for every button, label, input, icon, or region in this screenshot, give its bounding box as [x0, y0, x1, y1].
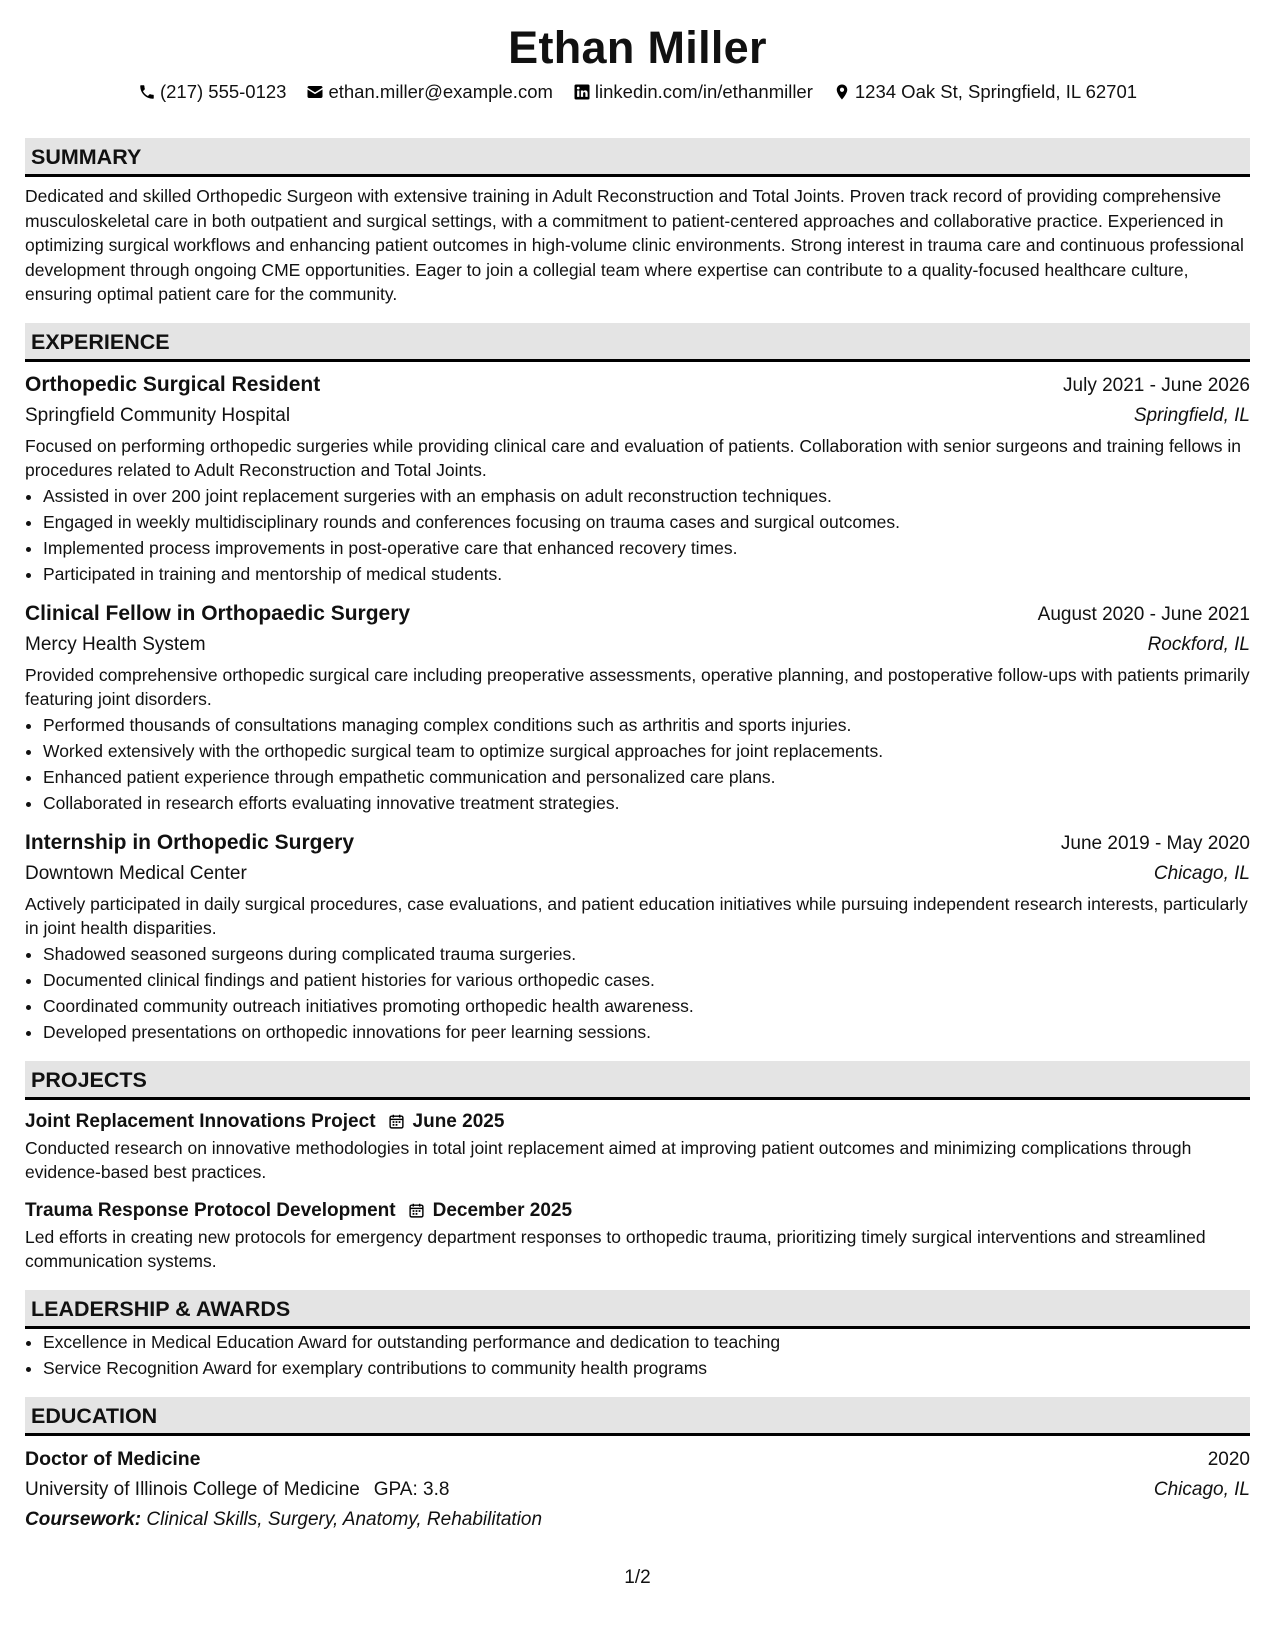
email-text: ethan.miller@example.com: [328, 81, 553, 102]
job-bullets: [25, 941, 1250, 1045]
coursework-list: Clinical Skills, Surgery, Anatomy, Rehabilitation: [146, 1508, 543, 1530]
project-date: [408, 1197, 572, 1225]
job-bullets: [25, 483, 1250, 587]
project-entry: [25, 1197, 1250, 1274]
degree-title: Doctor of Medicine: [25, 1447, 201, 1470]
section-header-experience: EXPERIENCE: [25, 323, 1250, 362]
job-organization: Downtown Medical Center: [25, 862, 247, 884]
section-header-awards: LEADERSHIP & AWARDS: [25, 1290, 1250, 1329]
list-item: • Service Recognition Award for exemplary contributions to community health programs: [43, 1355, 1250, 1381]
contact-address: [833, 81, 1137, 103]
calendar-icon: [388, 1113, 405, 1130]
job-bullets: [25, 712, 1250, 816]
phone-text: (217) 555-0123: [159, 81, 287, 102]
gpa: GPA: 3.8: [373, 1478, 450, 1500]
project-date: [388, 1108, 505, 1136]
list-item: • Enhanced patient experience through empathetic communication and personalized care plans.: [43, 764, 1250, 790]
job-organization: Mercy Health System: [25, 633, 206, 655]
linkedin-text: linkedin.com/in/ethanmiller: [594, 81, 813, 102]
linkedin-icon: [573, 83, 591, 101]
section-header-education: EDUCATION: [25, 1397, 1250, 1436]
contact-bar: [25, 80, 1250, 104]
graduation-year: 2020: [1207, 1448, 1250, 1470]
coursework-line: [25, 1505, 1250, 1535]
section-header-summary: SUMMARY: [25, 138, 1250, 177]
project-title: Trauma Response Protocol Development: [25, 1199, 396, 1221]
section-header-projects: PROJECTS: [25, 1061, 1250, 1100]
job-description: Focused on performing orthopedic surgeries while providing clinical care and evaluation of patients. Collaboration with senior surgeons and training fellows in procedures related to Adult Reconstruction and Total Joints.: [25, 435, 1241, 480]
experience-entry: [25, 828, 1250, 1045]
job-dates: June 2019 - May 2020: [1060, 832, 1250, 854]
project-description: Led efforts in creating new protocols for emergency department responses to orthopedic trauma, prioritizing timely surgical interventions and streamlined communication systems.: [25, 1226, 1206, 1271]
project-title: Joint Replacement Innovations Project: [25, 1110, 376, 1132]
list-item: • Engaged in weekly multidisciplinary rounds and conferences focusing on trauma cases and surgical outcomes.: [43, 509, 1250, 535]
job-title: Internship in Orthopedic Surgery: [25, 830, 355, 854]
summary-text: Dedicated and skilled Orthopedic Surgeon with extensive training in Adult Reconstruction and Total Joints. Proven track record of providing comprehensive musculoskeletal care in both outpatient and surgical settings, with a commitment to patient-centered approaches and collaborative practice. Experienced in optimizing surgical workflows and enhancing patient outcomes in high-volume clinic environments. Strong interest in trauma care and continuous professional development through ongoing CME opportunities. Eager to join a collegial team where expertise can contribute to a quality-focused healthcare culture, ensuring optimal patient care for the community.: [25, 186, 1244, 304]
awards-list: [25, 1329, 1250, 1381]
job-location: Springfield, IL: [1133, 404, 1250, 426]
list-item: • Implemented process improvements in post-operative care that enhanced recovery times.: [43, 535, 1250, 561]
project-date-text: June 2025: [412, 1110, 505, 1132]
project-description: Conducted research on innovative methodologies in total joint replacement aimed at improving patient outcomes and minimizing complications through evidence-based best practices.: [25, 1137, 1192, 1182]
list-item: • Excellence in Medical Education Award for outstanding performance and dedication to teaching: [43, 1329, 1250, 1355]
list-item: • Coordinated community outreach initiatives promoting orthopedic health awareness.: [43, 993, 1250, 1019]
experience-entry: [25, 599, 1250, 816]
job-location: Rockford, IL: [1147, 633, 1250, 655]
job-description: Provided comprehensive orthopedic surgical care including preoperative assessments, operative planning, and postoperative follow-ups with patients primarily featuring joint disorders.: [25, 664, 1250, 709]
education-entry: [25, 1444, 1250, 1535]
contact-email[interactable]: [306, 81, 552, 103]
list-item: • Documented clinical findings and patient histories for various orthopedic cases.: [43, 967, 1250, 993]
contact-linkedin[interactable]: [573, 81, 813, 103]
project-entry: [25, 1108, 1250, 1185]
job-dates: August 2020 - June 2021: [1037, 603, 1250, 625]
phone-icon: [138, 83, 156, 101]
school-line: [25, 1475, 449, 1505]
job-dates: July 2021 - June 2026: [1063, 374, 1250, 396]
list-item: • Shadowed seasoned surgeons during complicated trauma surgeries.: [43, 941, 1250, 967]
job-title: Orthopedic Surgical Resident: [25, 372, 321, 396]
list-item: • Participated in training and mentorship of medical students.: [43, 561, 1250, 587]
address-text: 1234 Oak St, Springfield, IL 62701: [854, 81, 1138, 102]
envelope-icon: [306, 83, 324, 101]
list-item: • Worked extensively with the orthopedic surgical team to optimize surgical approaches for joint replacements.: [43, 738, 1250, 764]
resume-page: [25, 0, 1250, 1535]
candidate-name: Ethan Miller: [508, 22, 767, 73]
map-pin-icon: [833, 83, 851, 101]
contact-phone[interactable]: [138, 81, 287, 103]
school-name: University of Illinois College of Medicine: [25, 1478, 360, 1500]
job-description: Actively participated in daily surgical procedures, case evaluations, and patient education initiatives while pursuing independent research interests, particularly in joint health disparities.: [25, 893, 1248, 938]
job-location: Chicago, IL: [1153, 862, 1250, 884]
list-item: • Collaborated in research efforts evaluating innovative treatment strategies.: [43, 790, 1250, 816]
list-item: • Performed thousands of consultations managing complex conditions such as arthritis and sports injuries.: [43, 712, 1250, 738]
coursework-label: Coursework:: [25, 1508, 142, 1530]
experience-entry: [25, 370, 1250, 587]
page-number: 1/2: [624, 1567, 651, 1588]
job-organization: Springfield Community Hospital: [25, 404, 291, 426]
school-location: Chicago, IL: [1153, 1478, 1250, 1500]
project-date-text: December 2025: [432, 1199, 573, 1221]
list-item: • Assisted in over 200 joint replacement surgeries with an emphasis on adult reconstruction techniques.: [43, 483, 1250, 509]
list-item: • Developed presentations on orthopedic innovations for peer learning sessions.: [43, 1019, 1250, 1045]
job-title: Clinical Fellow in Orthopaedic Surgery: [25, 601, 411, 625]
calendar-icon: [408, 1202, 425, 1219]
